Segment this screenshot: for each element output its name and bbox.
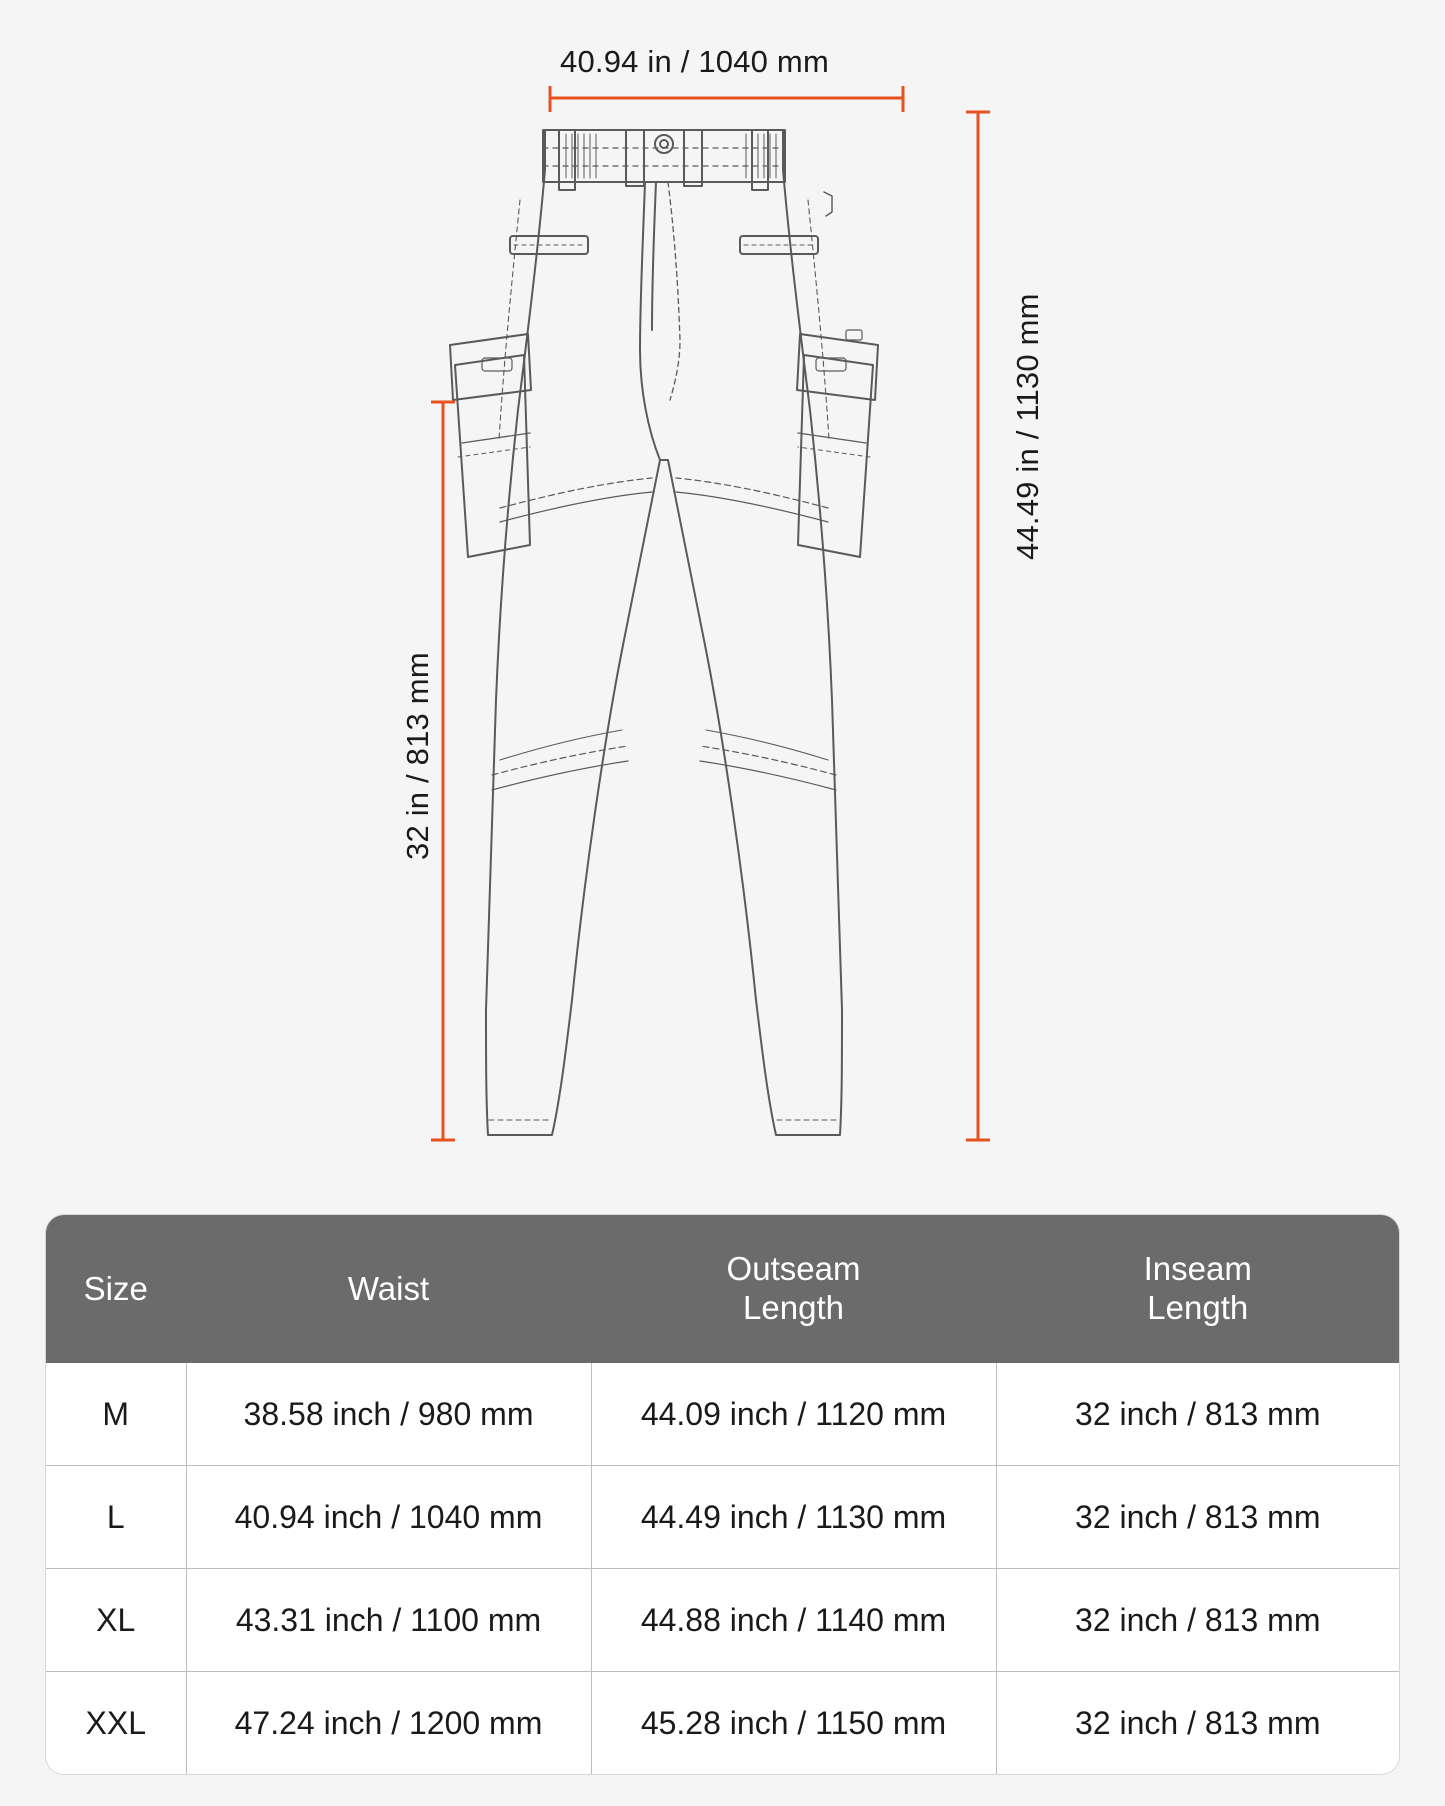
table-row [46, 1363, 1399, 1466]
cell-size: L [46, 1466, 186, 1569]
cell-outseam: 44.49 inch / 1130 mm [591, 1466, 996, 1569]
cell-size: XL [46, 1569, 186, 1672]
cell-waist: 38.58 inch / 980 mm [186, 1363, 591, 1466]
cell-inseam: 32 inch / 813 mm [996, 1672, 1399, 1775]
table-row [46, 1569, 1399, 1672]
table-header-row [46, 1215, 1399, 1363]
table-header [46, 1215, 1399, 1363]
cell-waist: 43.31 inch / 1100 mm [186, 1569, 591, 1672]
column-header-outseam-line1: Outseam [726, 1250, 861, 1288]
table-row [46, 1466, 1399, 1569]
size-table-element [46, 1215, 1399, 1774]
inseam-dimension-label: 32 in / 813 mm [400, 652, 435, 860]
cell-outseam: 44.88 inch / 1140 mm [591, 1569, 996, 1672]
cell-outseam: 44.09 inch / 1120 mm [591, 1363, 996, 1466]
cell-size: XXL [46, 1672, 186, 1775]
column-header-inseam-line1: Inseam [1143, 1250, 1252, 1288]
column-header-waist: Waist [186, 1215, 591, 1363]
outseam-dimension-label: 44.49 in / 1130 mm [1010, 293, 1045, 560]
table-row [46, 1672, 1399, 1775]
column-header-size: Size [46, 1215, 186, 1363]
size-table [46, 1215, 1399, 1774]
cell-waist: 40.94 inch / 1040 mm [186, 1466, 591, 1569]
column-header-outseam [591, 1215, 996, 1363]
waist-dimension-label: 40.94 in / 1040 mm [560, 44, 829, 79]
table-body [46, 1363, 1399, 1774]
column-header-inseam-line2: Length [1147, 1289, 1249, 1326]
cell-inseam: 32 inch / 813 mm [996, 1466, 1399, 1569]
cell-waist: 47.24 inch / 1200 mm [186, 1672, 591, 1775]
column-header-inseam [996, 1215, 1399, 1363]
cell-outseam: 45.28 inch / 1150 mm [591, 1672, 996, 1775]
cell-inseam: 32 inch / 813 mm [996, 1569, 1399, 1672]
cell-inseam: 32 inch / 813 mm [996, 1363, 1399, 1466]
dimension-lines [431, 86, 990, 1140]
cell-size: M [46, 1363, 186, 1466]
column-header-outseam-line2: Length [743, 1289, 844, 1326]
